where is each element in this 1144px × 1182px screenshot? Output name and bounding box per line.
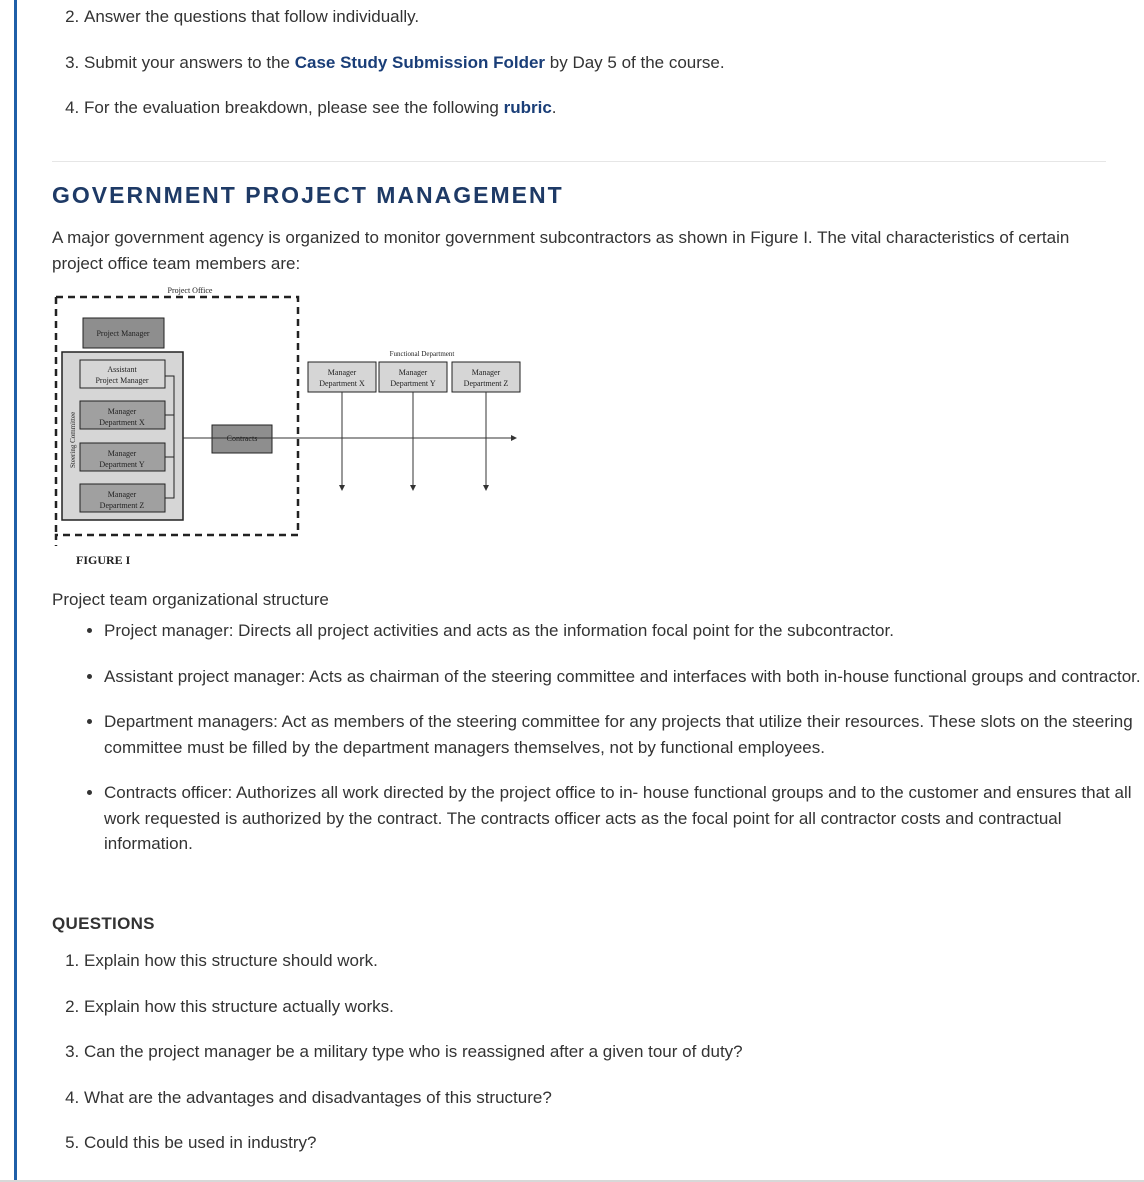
functional-dept-z-line1: Manager [471,368,501,377]
functional-dept-y-line2: Department Y [390,379,436,388]
figure-caption: Project team organizational structure [52,590,329,609]
question-item: 1. Explain how this structure should work. [84,949,1124,973]
figure-number-label: FIGURE I [76,553,131,567]
functional-dept-y-line1: Manager [398,368,428,377]
functional-dept-x-line1: Manager [327,368,357,377]
question-item: 4. What are the advantages and disadvantages of this structure? [84,1086,1124,1110]
functional-department-label: Functional Department [389,350,455,358]
assistant-pm-line2: Project Manager [95,376,149,385]
role-item: • Contracts officer: Authorizes all work directed by the project office to in- house functional groups and to the customer and ensures that all work requested is authorized by the contract. The contracts officer acts as the focal point for all contractor costs and contractual information. [104,780,1144,857]
steering-dept-z-line1: Manager [107,490,137,499]
role-item: • Project manager: Directs all project activities and acts as the information focal point for the subcontractor. [104,618,1144,644]
question-item: 5. Could this be used in industry? [84,1131,1124,1155]
project-manager-label: Project Manager [96,329,150,338]
steering-dept-y-line1: Manager [107,449,137,458]
steering-committee-label: Steering Committee [69,411,77,468]
step-text: For the evaluation breakdown, please see the following [84,98,504,117]
question-item: 2. Explain how this structure actually works. [84,995,1124,1019]
case-study-submission-folder-link[interactable]: Case Study Submission Folder [294,52,546,72]
step-item [84,96,1124,120]
question-list [52,949,1124,1177]
project-office-label: Project Office [167,286,213,295]
step-item [84,5,1124,29]
functional-dept-z-line2: Department Z [463,379,509,388]
section-title: GOVERNMENT PROJECT MANAGEMENT [52,182,564,208]
rubric-link[interactable]: rubric [503,98,552,117]
assistant-pm-line1: Assistant [107,365,137,374]
functional-dept-x-line2: Department X [319,379,365,388]
steering-dept-y-line2: Department Y [99,460,145,469]
org-chart-diagram [52,284,532,574]
step-item [84,51,1124,75]
section-divider [52,161,1106,162]
step-text: . [551,98,557,117]
contracts-label: Contracts [226,434,258,443]
steering-dept-z-line2: Department Z [99,501,145,510]
step-text: by Day 5 of the course. [545,52,725,72]
questions-heading: QUESTIONS [52,914,155,933]
org-chart-figure [52,284,532,574]
steering-dept-x-line2: Department X [99,418,145,427]
step-text: Answer the questions that follow individually. [84,7,420,26]
question-item: 3. Can the project manager be a military type who is reassigned after a given tour of duty? [84,1040,1124,1064]
section-intro: A major government agency is organized to monitor government subcontractors as shown in Figure I. The vital characteristics of certain project office team members are: [52,228,1070,273]
role-item: • Department managers: Act as members of the steering committee for any projects that utilize their resources. These slots on the steering committee must be filled by the department managers themselves, not by functional employees. [104,709,1144,760]
instruction-steps [52,5,1124,142]
steering-dept-x-line1: Manager [107,407,137,416]
left-accent-rule [14,0,17,1182]
step-text: Submit your answers to the [84,52,295,72]
role-item: • Assistant project manager: Acts as chairman of the steering committee and interfaces with both in-house functional groups and contractor. [104,664,1144,690]
role-list [52,618,1144,877]
